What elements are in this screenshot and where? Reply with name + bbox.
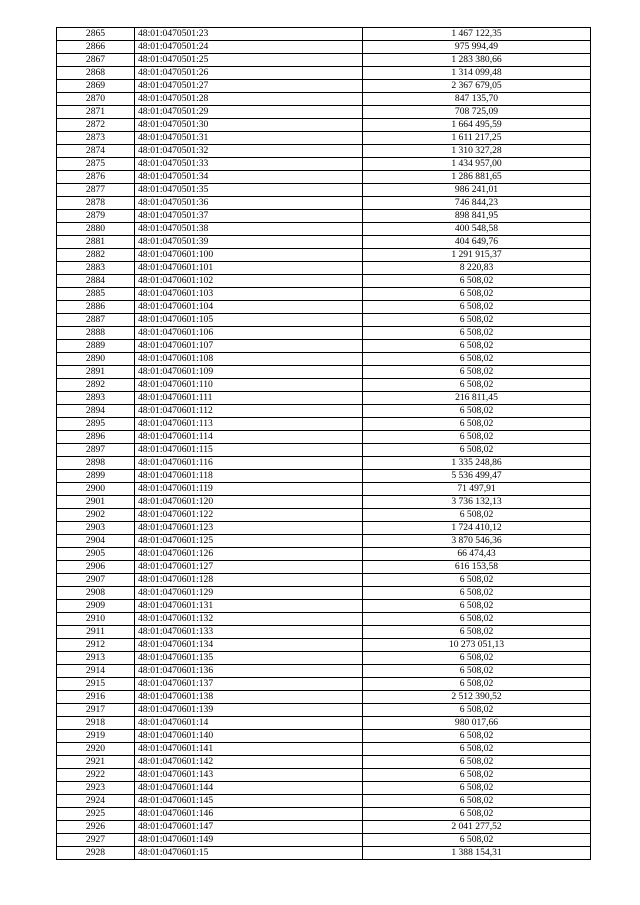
cadastral-number-cell: 48:01:0470501:24 bbox=[135, 41, 363, 54]
table-row bbox=[57, 782, 591, 795]
cadastral-value-cell: 6 508,02 bbox=[363, 405, 591, 418]
table-row bbox=[57, 275, 591, 288]
table-row bbox=[57, 327, 591, 340]
cadastral-number-cell: 48:01:0470601:105 bbox=[135, 314, 363, 327]
cadastral-number-cell: 48:01:0470601:119 bbox=[135, 483, 363, 496]
table-row bbox=[57, 223, 591, 236]
cadastral-number-cell: 48:01:0470601:115 bbox=[135, 444, 363, 457]
cadastral-value-cell: 898 841,95 bbox=[363, 210, 591, 223]
cadastral-value-cell: 1 467 122,35 bbox=[363, 28, 591, 41]
cadastral-number-cell: 48:01:0470601:128 bbox=[135, 574, 363, 587]
row-number-cell: 2866 bbox=[57, 41, 135, 54]
row-number-cell: 2900 bbox=[57, 483, 135, 496]
row-number-cell: 2878 bbox=[57, 197, 135, 210]
cadastral-value-cell: 6 508,02 bbox=[363, 379, 591, 392]
row-number-cell: 2888 bbox=[57, 327, 135, 340]
cadastral-value-cell: 6 508,02 bbox=[363, 444, 591, 457]
cadastral-number-cell: 48:01:0470501:36 bbox=[135, 197, 363, 210]
row-number-cell: 2898 bbox=[57, 457, 135, 470]
cadastral-number-cell: 48:01:0470501:29 bbox=[135, 106, 363, 119]
row-number-cell: 2899 bbox=[57, 470, 135, 483]
cadastral-number-cell: 48:01:0470601:118 bbox=[135, 470, 363, 483]
table-row bbox=[57, 249, 591, 262]
table-row bbox=[57, 132, 591, 145]
cadastral-value-cell: 71 497,91 bbox=[363, 483, 591, 496]
table-row bbox=[57, 405, 591, 418]
cadastral-value-cell: 66 474,43 bbox=[363, 548, 591, 561]
cadastral-value-cell: 6 508,02 bbox=[363, 327, 591, 340]
table-row bbox=[57, 691, 591, 704]
cadastral-value-cell: 746 844,23 bbox=[363, 197, 591, 210]
cadastral-number-cell: 48:01:0470601:135 bbox=[135, 652, 363, 665]
cadastral-number-cell: 48:01:0470601:112 bbox=[135, 405, 363, 418]
cadastral-number-cell: 48:01:0470501:31 bbox=[135, 132, 363, 145]
cadastral-number-cell: 48:01:0470501:25 bbox=[135, 54, 363, 67]
cadastral-value-cell: 6 508,02 bbox=[363, 366, 591, 379]
cadastral-number-cell: 48:01:0470601:15 bbox=[135, 847, 363, 860]
row-number-cell: 2877 bbox=[57, 184, 135, 197]
cadastral-value-cell: 2 041 277,52 bbox=[363, 821, 591, 834]
table-row bbox=[57, 522, 591, 535]
row-number-cell: 2911 bbox=[57, 626, 135, 639]
table-row bbox=[57, 392, 591, 405]
cadastral-number-cell: 48:01:0470601:100 bbox=[135, 249, 363, 262]
cadastral-number-cell: 48:01:0470501:27 bbox=[135, 80, 363, 93]
cadastral-value-cell: 847 135,70 bbox=[363, 93, 591, 106]
row-number-cell: 2885 bbox=[57, 288, 135, 301]
cadastral-number-cell: 48:01:0470601:116 bbox=[135, 457, 363, 470]
table-row bbox=[57, 704, 591, 717]
table-row bbox=[57, 379, 591, 392]
table-row bbox=[57, 652, 591, 665]
cadastral-number-cell: 48:01:0470601:14 bbox=[135, 717, 363, 730]
cadastral-number-cell: 48:01:0470601:120 bbox=[135, 496, 363, 509]
cadastral-value-cell: 6 508,02 bbox=[363, 301, 591, 314]
cadastral-value-cell: 3 736 132,13 bbox=[363, 496, 591, 509]
row-number-cell: 2882 bbox=[57, 249, 135, 262]
cadastral-value-cell: 6 508,02 bbox=[363, 704, 591, 717]
table-row bbox=[57, 236, 591, 249]
table-row bbox=[57, 795, 591, 808]
row-number-cell: 2894 bbox=[57, 405, 135, 418]
cadastral-number-cell: 48:01:0470601:131 bbox=[135, 600, 363, 613]
cadastral-number-cell: 48:01:0470501:39 bbox=[135, 236, 363, 249]
row-number-cell: 2896 bbox=[57, 431, 135, 444]
cadastral-value-cell: 400 548,58 bbox=[363, 223, 591, 236]
cadastral-value-cell: 8 220,83 bbox=[363, 262, 591, 275]
row-number-cell: 2927 bbox=[57, 834, 135, 847]
table-row bbox=[57, 80, 591, 93]
row-number-cell: 2893 bbox=[57, 392, 135, 405]
table-row bbox=[57, 353, 591, 366]
cadastral-number-cell: 48:01:0470501:28 bbox=[135, 93, 363, 106]
row-number-cell: 2908 bbox=[57, 587, 135, 600]
table-row bbox=[57, 54, 591, 67]
cadastral-value-cell: 6 508,02 bbox=[363, 288, 591, 301]
cadastral-number-cell: 48:01:0470601:143 bbox=[135, 769, 363, 782]
cadastral-number-cell: 48:01:0470601:138 bbox=[135, 691, 363, 704]
table-row bbox=[57, 288, 591, 301]
table-row bbox=[57, 561, 591, 574]
row-number-cell: 2906 bbox=[57, 561, 135, 574]
row-number-cell: 2922 bbox=[57, 769, 135, 782]
cadastral-number-cell: 48:01:0470601:147 bbox=[135, 821, 363, 834]
cadastral-value-cell: 1 283 380,66 bbox=[363, 54, 591, 67]
table-row bbox=[57, 574, 591, 587]
table-row bbox=[57, 171, 591, 184]
table-row bbox=[57, 834, 591, 847]
cadastral-number-cell: 48:01:0470601:126 bbox=[135, 548, 363, 561]
table-row bbox=[57, 197, 591, 210]
cadastral-number-cell: 48:01:0470601:146 bbox=[135, 808, 363, 821]
cadastral-value-cell: 10 273 051,13 bbox=[363, 639, 591, 652]
table-row bbox=[57, 509, 591, 522]
cadastral-value-cell: 6 508,02 bbox=[363, 795, 591, 808]
cadastral-value-cell: 1 310 327,28 bbox=[363, 145, 591, 158]
table-row bbox=[57, 600, 591, 613]
cadastral-value-cell: 1 335 248,86 bbox=[363, 457, 591, 470]
cadastral-number-cell: 48:01:0470601:104 bbox=[135, 301, 363, 314]
cadastral-number-cell: 48:01:0470501:33 bbox=[135, 158, 363, 171]
table-row bbox=[57, 613, 591, 626]
row-number-cell: 2884 bbox=[57, 275, 135, 288]
cadastral-number-cell: 48:01:0470601:134 bbox=[135, 639, 363, 652]
row-number-cell: 2889 bbox=[57, 340, 135, 353]
table-row bbox=[57, 340, 591, 353]
cadastral-number-cell: 48:01:0470601:142 bbox=[135, 756, 363, 769]
cadastral-value-cell: 6 508,02 bbox=[363, 340, 591, 353]
cadastral-number-cell: 48:01:0470601:102 bbox=[135, 275, 363, 288]
cadastral-value-cell: 708 725,09 bbox=[363, 106, 591, 119]
cadastral-value-cell: 616 153,58 bbox=[363, 561, 591, 574]
cadastral-number-cell: 48:01:0470601:127 bbox=[135, 561, 363, 574]
table-row bbox=[57, 262, 591, 275]
table-row bbox=[57, 626, 591, 639]
cadastral-value-cell: 6 508,02 bbox=[363, 652, 591, 665]
cadastral-value-cell: 1 291 915,37 bbox=[363, 249, 591, 262]
row-number-cell: 2867 bbox=[57, 54, 135, 67]
cadastral-number-cell: 48:01:0470601:114 bbox=[135, 431, 363, 444]
row-number-cell: 2895 bbox=[57, 418, 135, 431]
cadastral-number-cell: 48:01:0470501:32 bbox=[135, 145, 363, 158]
cadastral-value-cell: 1 286 881,65 bbox=[363, 171, 591, 184]
table-row bbox=[57, 808, 591, 821]
row-number-cell: 2886 bbox=[57, 301, 135, 314]
cadastral-value-cell: 6 508,02 bbox=[363, 600, 591, 613]
row-number-cell: 2871 bbox=[57, 106, 135, 119]
cadastral-value-cell: 6 508,02 bbox=[363, 808, 591, 821]
table-row bbox=[57, 210, 591, 223]
cadastral-number-cell: 48:01:0470501:37 bbox=[135, 210, 363, 223]
table-row bbox=[57, 444, 591, 457]
row-number-cell: 2926 bbox=[57, 821, 135, 834]
cadastral-number-cell: 48:01:0470601:133 bbox=[135, 626, 363, 639]
table-row bbox=[57, 730, 591, 743]
cadastral-number-cell: 48:01:0470601:137 bbox=[135, 678, 363, 691]
cadastral-value-cell: 6 508,02 bbox=[363, 587, 591, 600]
table-row bbox=[57, 106, 591, 119]
cadastral-value-cell: 6 508,02 bbox=[363, 418, 591, 431]
table-row bbox=[57, 483, 591, 496]
cadastral-value-cell: 6 508,02 bbox=[363, 743, 591, 756]
cadastral-number-cell: 48:01:0470601:122 bbox=[135, 509, 363, 522]
row-number-cell: 2881 bbox=[57, 236, 135, 249]
table-row bbox=[57, 314, 591, 327]
cadastral-value-cell: 6 508,02 bbox=[363, 665, 591, 678]
cadastral-value-table bbox=[56, 27, 591, 860]
cadastral-value-cell: 6 508,02 bbox=[363, 509, 591, 522]
table-row bbox=[57, 821, 591, 834]
cadastral-value-cell: 2 367 679,05 bbox=[363, 80, 591, 93]
cadastral-number-cell: 48:01:0470601:132 bbox=[135, 613, 363, 626]
table-row bbox=[57, 769, 591, 782]
row-number-cell: 2905 bbox=[57, 548, 135, 561]
row-number-cell: 2875 bbox=[57, 158, 135, 171]
cadastral-value-cell: 216 811,45 bbox=[363, 392, 591, 405]
table-row bbox=[57, 431, 591, 444]
row-number-cell: 2915 bbox=[57, 678, 135, 691]
cadastral-value-cell: 1 664 495,59 bbox=[363, 119, 591, 132]
row-number-cell: 2920 bbox=[57, 743, 135, 756]
cadastral-value-cell: 1 724 410,12 bbox=[363, 522, 591, 535]
cadastral-value-cell: 1 611 217,25 bbox=[363, 132, 591, 145]
row-number-cell: 2897 bbox=[57, 444, 135, 457]
table-row bbox=[57, 743, 591, 756]
cadastral-number-cell: 48:01:0470601:125 bbox=[135, 535, 363, 548]
cadastral-value-cell: 2 512 390,52 bbox=[363, 691, 591, 704]
row-number-cell: 2879 bbox=[57, 210, 135, 223]
cadastral-value-cell: 6 508,02 bbox=[363, 769, 591, 782]
table-row bbox=[57, 665, 591, 678]
cadastral-number-cell: 48:01:0470501:35 bbox=[135, 184, 363, 197]
cadastral-value-cell: 1 314 099,48 bbox=[363, 67, 591, 80]
row-number-cell: 2892 bbox=[57, 379, 135, 392]
cadastral-number-cell: 48:01:0470601:149 bbox=[135, 834, 363, 847]
cadastral-number-cell: 48:01:0470601:111 bbox=[135, 392, 363, 405]
cadastral-value-cell: 6 508,02 bbox=[363, 574, 591, 587]
cadastral-number-cell: 48:01:0470501:23 bbox=[135, 28, 363, 41]
table-body bbox=[57, 28, 591, 860]
cadastral-number-cell: 48:01:0470601:141 bbox=[135, 743, 363, 756]
cadastral-value-cell: 1 388 154,31 bbox=[363, 847, 591, 860]
row-number-cell: 2870 bbox=[57, 93, 135, 106]
cadastral-number-cell: 48:01:0470601:123 bbox=[135, 522, 363, 535]
cadastral-value-cell: 980 017,66 bbox=[363, 717, 591, 730]
table-row bbox=[57, 496, 591, 509]
cadastral-number-cell: 48:01:0470601:140 bbox=[135, 730, 363, 743]
table-row bbox=[57, 847, 591, 860]
table-row bbox=[57, 67, 591, 80]
row-number-cell: 2874 bbox=[57, 145, 135, 158]
cadastral-number-cell: 48:01:0470601:109 bbox=[135, 366, 363, 379]
cadastral-number-cell: 48:01:0470501:38 bbox=[135, 223, 363, 236]
table-row bbox=[57, 678, 591, 691]
row-number-cell: 2890 bbox=[57, 353, 135, 366]
cadastral-number-cell: 48:01:0470601:136 bbox=[135, 665, 363, 678]
row-number-cell: 2919 bbox=[57, 730, 135, 743]
row-number-cell: 2876 bbox=[57, 171, 135, 184]
row-number-cell: 2928 bbox=[57, 847, 135, 860]
row-number-cell: 2916 bbox=[57, 691, 135, 704]
row-number-cell: 2921 bbox=[57, 756, 135, 769]
table-row bbox=[57, 41, 591, 54]
cadastral-value-cell: 5 536 499,47 bbox=[363, 470, 591, 483]
row-number-cell: 2910 bbox=[57, 613, 135, 626]
row-number-cell: 2907 bbox=[57, 574, 135, 587]
row-number-cell: 2880 bbox=[57, 223, 135, 236]
cadastral-value-cell: 6 508,02 bbox=[363, 756, 591, 769]
cadastral-number-cell: 48:01:0470501:30 bbox=[135, 119, 363, 132]
row-number-cell: 2869 bbox=[57, 80, 135, 93]
row-number-cell: 2912 bbox=[57, 639, 135, 652]
cadastral-value-cell: 6 508,02 bbox=[363, 353, 591, 366]
row-number-cell: 2887 bbox=[57, 314, 135, 327]
row-number-cell: 2909 bbox=[57, 600, 135, 613]
cadastral-number-cell: 48:01:0470601:113 bbox=[135, 418, 363, 431]
table-row bbox=[57, 366, 591, 379]
row-number-cell: 2918 bbox=[57, 717, 135, 730]
cadastral-number-cell: 48:01:0470601:107 bbox=[135, 340, 363, 353]
row-number-cell: 2925 bbox=[57, 808, 135, 821]
row-number-cell: 2883 bbox=[57, 262, 135, 275]
cadastral-value-cell: 975 994,49 bbox=[363, 41, 591, 54]
table-row bbox=[57, 639, 591, 652]
cadastral-value-cell: 3 870 546,36 bbox=[363, 535, 591, 548]
cadastral-number-cell: 48:01:0470601:129 bbox=[135, 587, 363, 600]
table-row bbox=[57, 145, 591, 158]
table-row bbox=[57, 158, 591, 171]
row-number-cell: 2865 bbox=[57, 28, 135, 41]
row-number-cell: 2868 bbox=[57, 67, 135, 80]
table-row bbox=[57, 756, 591, 769]
cadastral-number-cell: 48:01:0470601:144 bbox=[135, 782, 363, 795]
table-row bbox=[57, 457, 591, 470]
table-row bbox=[57, 418, 591, 431]
row-number-cell: 2904 bbox=[57, 535, 135, 548]
table-row bbox=[57, 548, 591, 561]
cadastral-value-cell: 6 508,02 bbox=[363, 613, 591, 626]
cadastral-value-cell: 6 508,02 bbox=[363, 730, 591, 743]
row-number-cell: 2913 bbox=[57, 652, 135, 665]
cadastral-value-cell: 6 508,02 bbox=[363, 275, 591, 288]
table-row bbox=[57, 184, 591, 197]
table-row bbox=[57, 301, 591, 314]
row-number-cell: 2901 bbox=[57, 496, 135, 509]
table-row bbox=[57, 93, 591, 106]
row-number-cell: 2902 bbox=[57, 509, 135, 522]
row-number-cell: 2917 bbox=[57, 704, 135, 717]
cadastral-value-cell: 404 649,76 bbox=[363, 236, 591, 249]
table-row bbox=[57, 470, 591, 483]
row-number-cell: 2872 bbox=[57, 119, 135, 132]
table-row bbox=[57, 119, 591, 132]
cadastral-value-cell: 6 508,02 bbox=[363, 314, 591, 327]
row-number-cell: 2914 bbox=[57, 665, 135, 678]
cadastral-number-cell: 48:01:0470601:145 bbox=[135, 795, 363, 808]
cadastral-number-cell: 48:01:0470501:26 bbox=[135, 67, 363, 80]
cadastral-value-cell: 6 508,02 bbox=[363, 834, 591, 847]
cadastral-value-cell: 1 434 957,00 bbox=[363, 158, 591, 171]
cadastral-number-cell: 48:01:0470601:106 bbox=[135, 327, 363, 340]
cadastral-value-cell: 6 508,02 bbox=[363, 678, 591, 691]
cadastral-number-cell: 48:01:0470601:108 bbox=[135, 353, 363, 366]
cadastral-value-cell: 986 241,01 bbox=[363, 184, 591, 197]
row-number-cell: 2891 bbox=[57, 366, 135, 379]
cadastral-number-cell: 48:01:0470601:139 bbox=[135, 704, 363, 717]
cadastral-value-cell: 6 508,02 bbox=[363, 782, 591, 795]
row-number-cell: 2903 bbox=[57, 522, 135, 535]
cadastral-number-cell: 48:01:0470601:110 bbox=[135, 379, 363, 392]
cadastral-number-cell: 48:01:0470501:34 bbox=[135, 171, 363, 184]
cadastral-value-cell: 6 508,02 bbox=[363, 626, 591, 639]
row-number-cell: 2923 bbox=[57, 782, 135, 795]
cadastral-value-cell: 6 508,02 bbox=[363, 431, 591, 444]
table-row bbox=[57, 28, 591, 41]
cadastral-number-cell: 48:01:0470601:103 bbox=[135, 288, 363, 301]
row-number-cell: 2924 bbox=[57, 795, 135, 808]
table-row bbox=[57, 587, 591, 600]
table-row bbox=[57, 535, 591, 548]
table-row bbox=[57, 717, 591, 730]
row-number-cell: 2873 bbox=[57, 132, 135, 145]
cadastral-number-cell: 48:01:0470601:101 bbox=[135, 262, 363, 275]
